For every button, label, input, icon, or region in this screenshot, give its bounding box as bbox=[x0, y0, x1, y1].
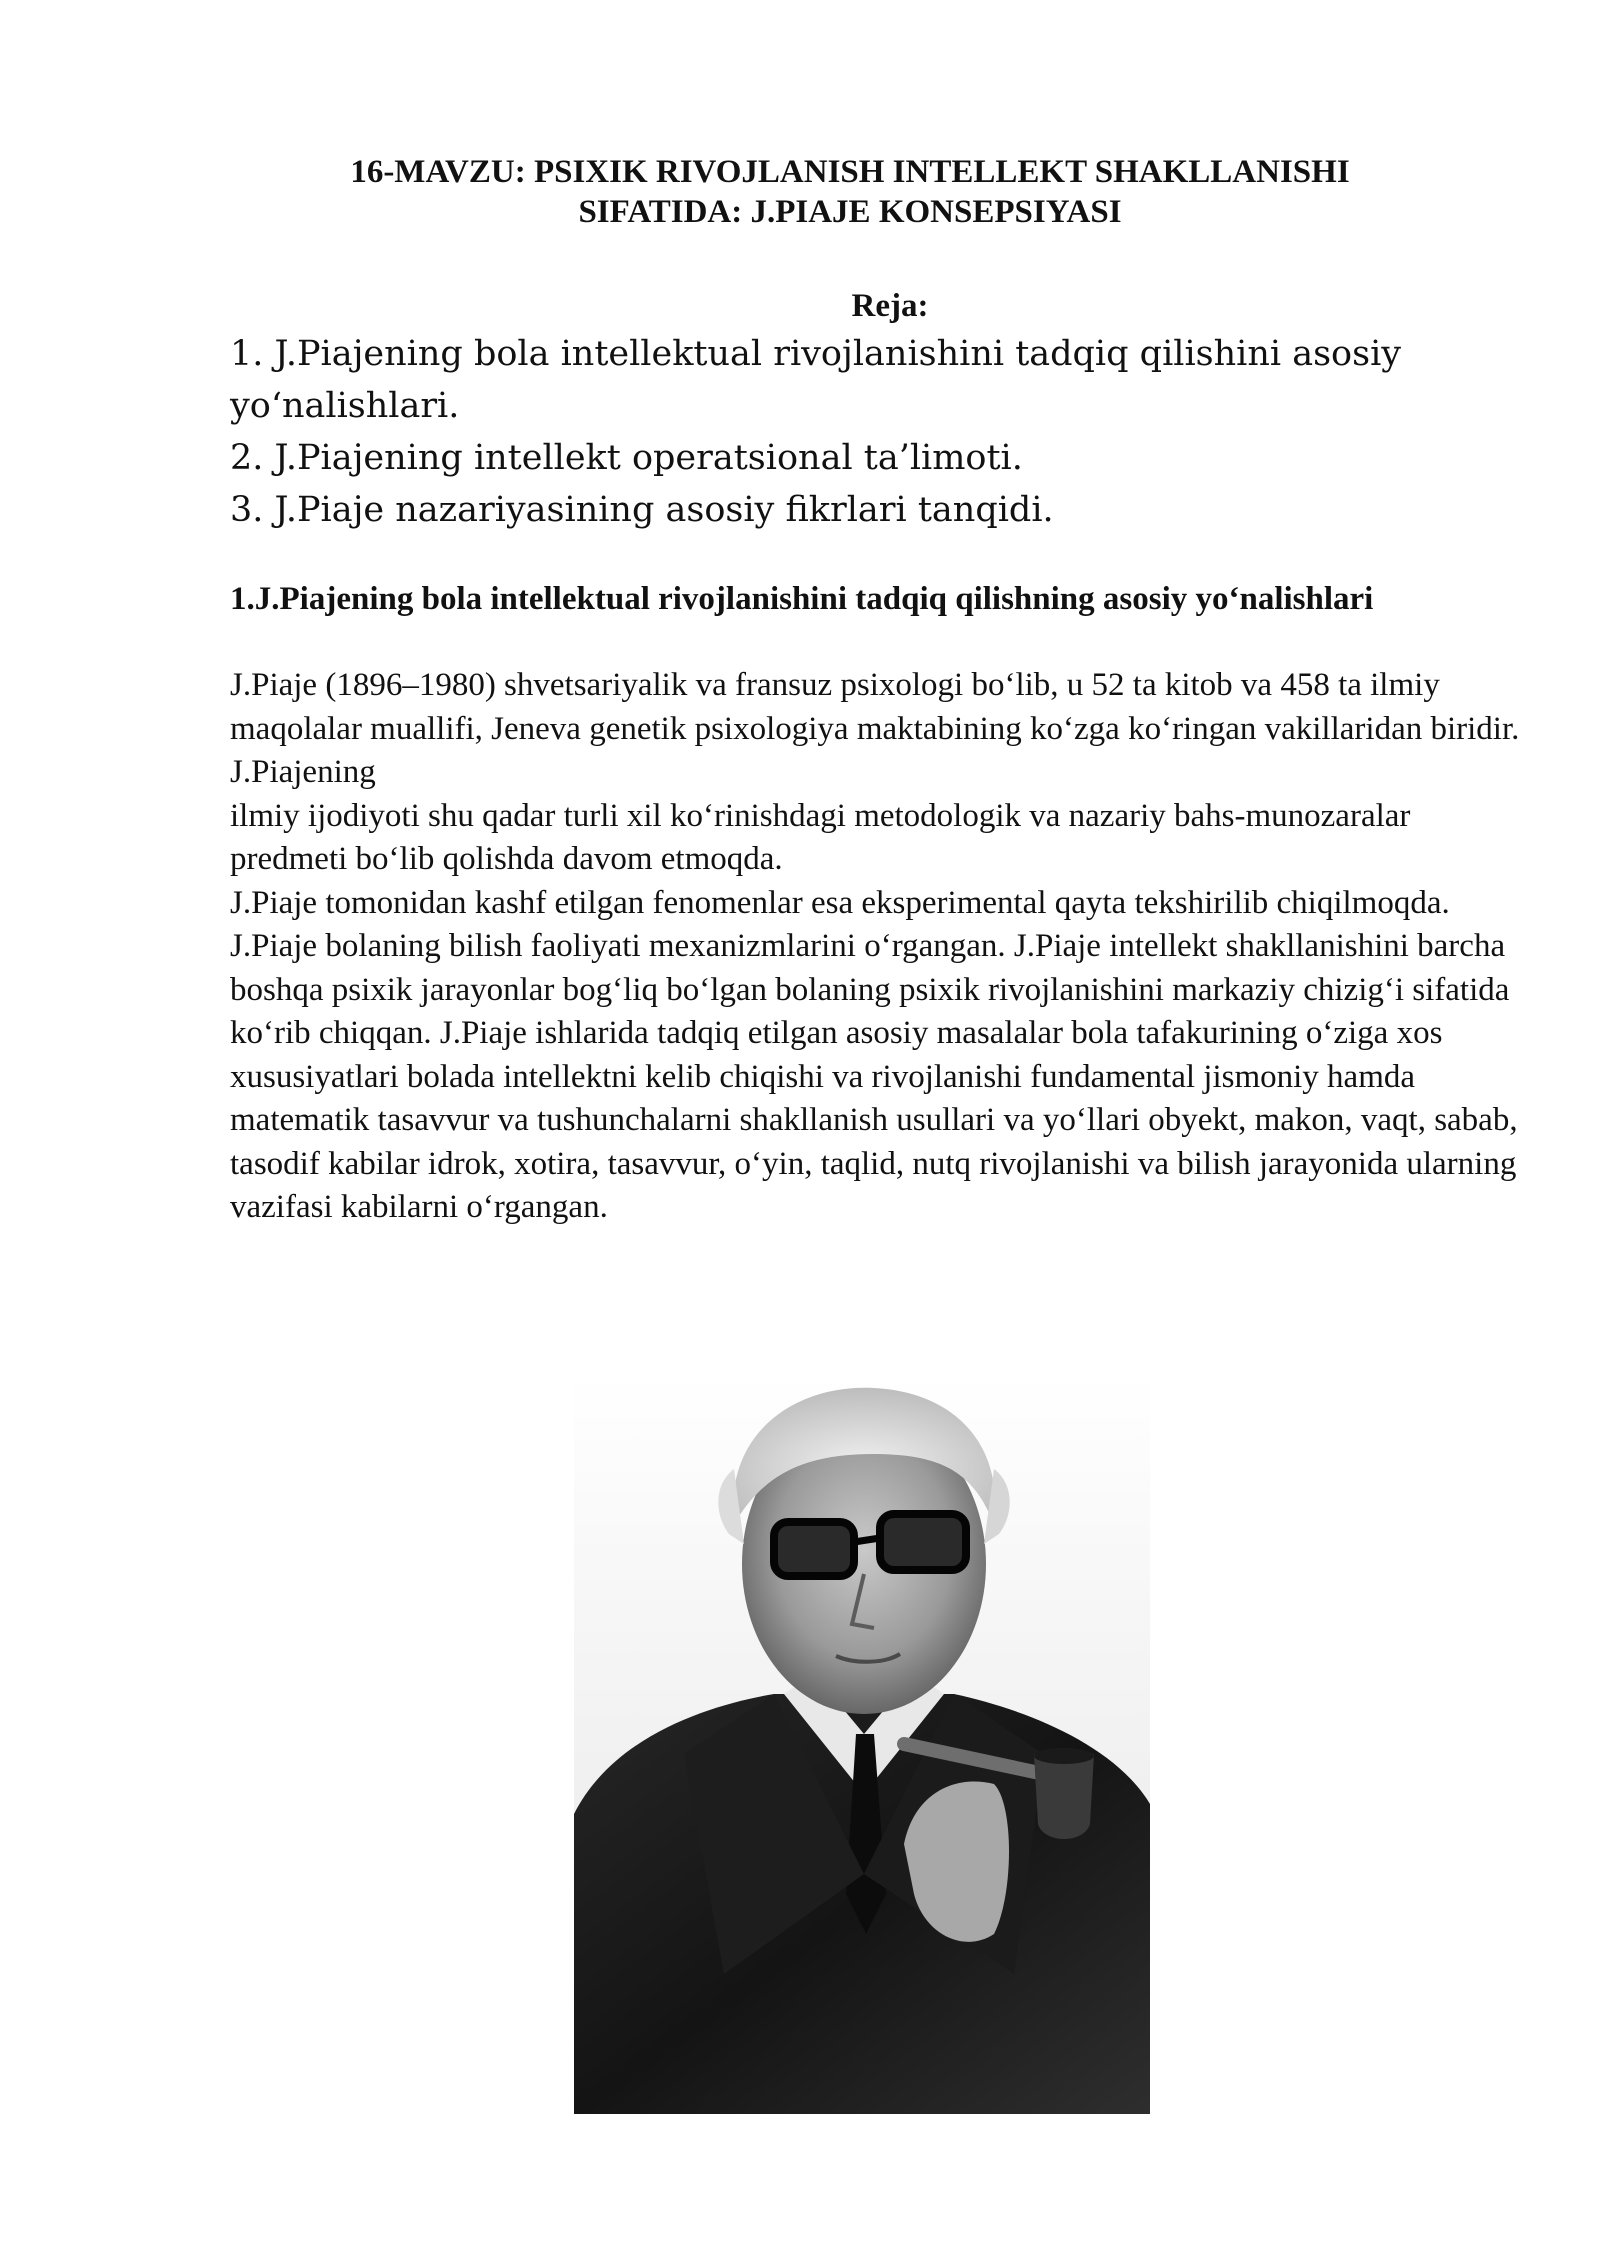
document-title bbox=[230, 152, 1470, 232]
paragraph: J.Piaje (1896–1980) shvetsariyalik va fransuz psixologi bo‘lib, u 52 ta kitob va 458 ta ilmiy maqolalar muallifi, Jeneva genetik psixologiya maktabining ko‘zga ko‘ringan vakillaridan biridir. J.Piajening bbox=[230, 667, 1520, 790]
portrait-photo bbox=[574, 1374, 1150, 2114]
paragraph: J.Piaje tomonidan kashf etilgan fenomenlar esa eksperimental qayta tekshirilib chiqilmoqda. J.Piaje bolaning bilish faoliyati mexanizmlarini o‘rgangan. J.Piaje intellekt shakllanishini barcha boshqa psixik jarayonlar bog‘liq bo‘lgan bolaning psixik rivojlanishini markaziy chizig‘i sifatida ko‘rib chiqqan. J.Piaje ishlarida tadqiq etilgan asosiy masalalar bola tafakurining o‘ziga xos xususiyatlari bolada intellektni kelib chiqishi va rivojlanishi fundamental jismoniy hamda matematik tasavvur va tushunchalarni shakllanish usullari va yo‘llari obyekt, makon, vaqt, sabab, tasodif kabilar idrok, xotira, tasavvur, o‘yin, taqlid, nutq rivojlanishi va bilish jarayonida ularning vazifasi kabilarni o‘rgangan. bbox=[230, 884, 1518, 1225]
section-heading: 1.J.Piajening bola intellektual rivojlanishini tadqiq qilishning asosiy yo‘nalishlari bbox=[230, 581, 1374, 617]
title-line-2: SIFATIDA: J.PIAJE KONSEPSIYASI bbox=[578, 194, 1122, 230]
body-text bbox=[230, 664, 1520, 1230]
plan-list bbox=[230, 328, 1470, 536]
plan-item: 3. J.Piaje nazariyasining asosiy fikrlari tanqidi. bbox=[230, 490, 1054, 530]
plan-item: 1. J.Piajening bola intellektual rivojlanishini tadqiq qilishini asosiy yo‘nalishlari. bbox=[230, 334, 1402, 426]
plan-item: 2. J.Piajening intellekt operatsional ta’limoti. bbox=[230, 438, 1023, 478]
title-line-1: 16-MAVZU: PSIXIK RIVOJLANISH INTELLEKT SHAKLLANISHI bbox=[350, 154, 1350, 190]
plan-heading: Reja: bbox=[851, 288, 929, 324]
paragraph: ilmiy ijodiyoti shu qadar turli xil ko‘rinishdagi metodologik va nazariy bahs-munozaralar predmeti bo‘lib qolishda davom etmoqda. bbox=[230, 797, 1411, 877]
portrait-illustration bbox=[574, 1374, 1150, 2114]
